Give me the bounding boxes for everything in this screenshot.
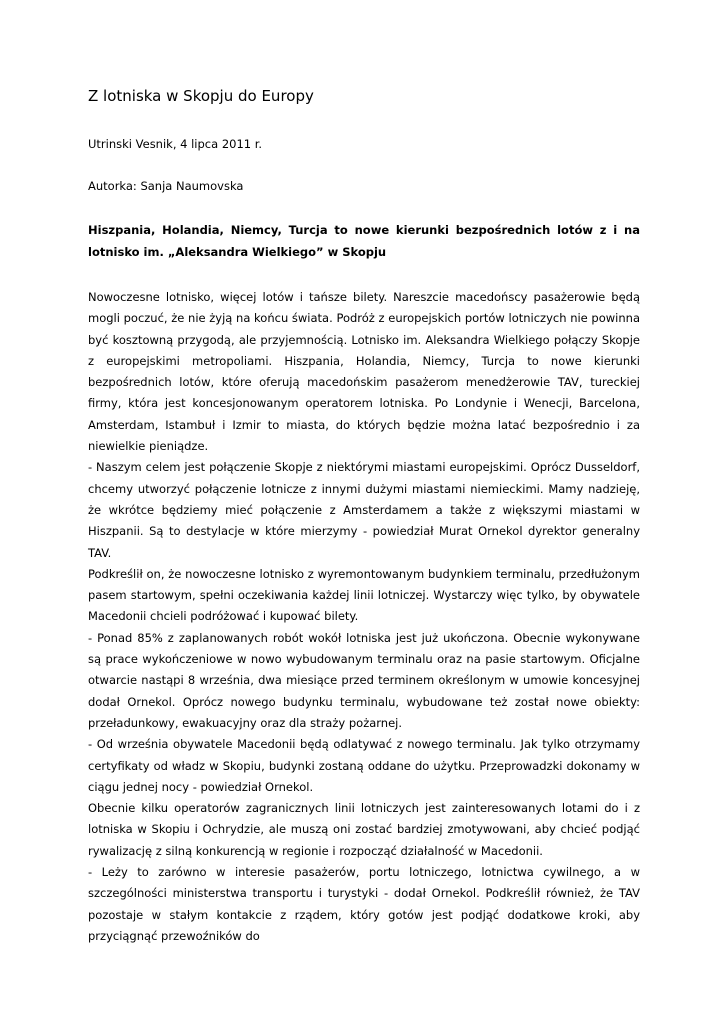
lead-heading: Hiszpania, Holandia, Niemcy, Turcja to nowe kierunki bezpośrednich lotów z i na lotnisko im. „Aleksandra Wielkiego” w Skopju	[88, 223, 640, 259]
article-body	[88, 287, 640, 947]
paragraph: - Leży to zarówno w interesie pasażerów, portu lotniczego, lotnictwa cywilnego, a w szczególności ministerstwa transportu i turystyki - dodał Ornekol. Podkreślił również, że TAV pozostaje w stałym kontakcie z rządem, który gotów jest podjąć dodatkowe kroki, aby przyciągnąć przewoźników do	[88, 865, 640, 943]
paragraph: - Ponad 85% z zaplanowanych robót wokół lotniska jest już ukończona. Obecnie wykonywane są prace wykończeniowe w nowo wybudowanym terminalu oraz na pasie startowym. Oficjalne otwarcie nastąpi 8 września, dwa miesiące przed terminem określonym w umowie koncesyjnej dodał Ornekol. Oprócz nowego budynku terminalu, wybudowane też został nowe obiekty: przeładunkowy, ewakuacyjny oraz dla straży pożarnej.	[88, 630, 640, 730]
source-line: Utrinski Vesnik, 4 lipca 2011 r.	[88, 137, 263, 151]
author-line: Autorka: Sanja Naumovska	[88, 179, 244, 193]
paragraph: - Od września obywatele Macedonii będą odlatywać z nowego terminalu. Jak tylko otrzymamy certyfikaty od władz w Skopiu, budynki zostaną oddane do użytku. Przeprowadzki dokonamy w ciągu jednej nocy - powiedział Ornekol.	[88, 737, 640, 794]
paragraph: - Naszym celem jest połączenie Skopje z niektórymi miastami europejskimi. Oprócz Dusseldorf, chcemy utworzyć połączenie lotnicze z innymi dużymi miastami niemieckimi. Mamy nadzieję, że wkrótce będziemy mieć połączenie z Amsterdamem a także z większymi miastami w Hiszpanii. Są to destylacje w które mierzymy - powiedział Murat Ornekol dyrektor generalny TAV.	[88, 460, 640, 560]
document-title: Z lotniska w Skopju do Europy	[88, 87, 314, 105]
paragraph: Obecnie kilku operatorów zagranicznych linii lotniczych jest zainteresowanych lotami do i z lotniska w Skopiu i Ochrydzie, ale muszą oni zostać bardziej zmotywowani, aby chcieć podjąć rywalizację z silną konkurencją w regionie i rozpocząć działalność w Macedonii.	[88, 801, 640, 858]
paragraph: Podkreślił on, że nowoczesne lotnisko z wyremontowanym budynkiem terminalu, przedłużonym pasem startowym, spełni oczekiwania każdej linii lotniczej. Wystarczy więc tylko, by obywatele Macedonii chcieli podróżować i kupować bilety.	[88, 566, 640, 624]
paragraph: Nowoczesne lotnisko, więcej lotów i tańsze bilety. Nareszcie macedońscy pasażerowie będą mogli poczuć, że nie żyją na końcu świata. Podróż z europejskich portów lotniczych nie powinna być kosztowną przygodą, ale przyjemnością. Lotnisko im. Aleksandra Wielkiego połączy Skopje z europejskimi metropoliami. Hiszpania, Holandia, Niemcy, Turcja to nowe kierunki bezpośrednich lotów, które oferują macedońskim pasażerom menedżerowie TAV, tureckiej firmy, która jest koncesjonowanym operatorem lotniska. Po Londynie i Wenecji, Barcelona, Amsterdam, Istambuł i Izmir to miasta, do których będzie można latać bezpośrednio i za niewielkie pieniądze.	[88, 290, 640, 454]
